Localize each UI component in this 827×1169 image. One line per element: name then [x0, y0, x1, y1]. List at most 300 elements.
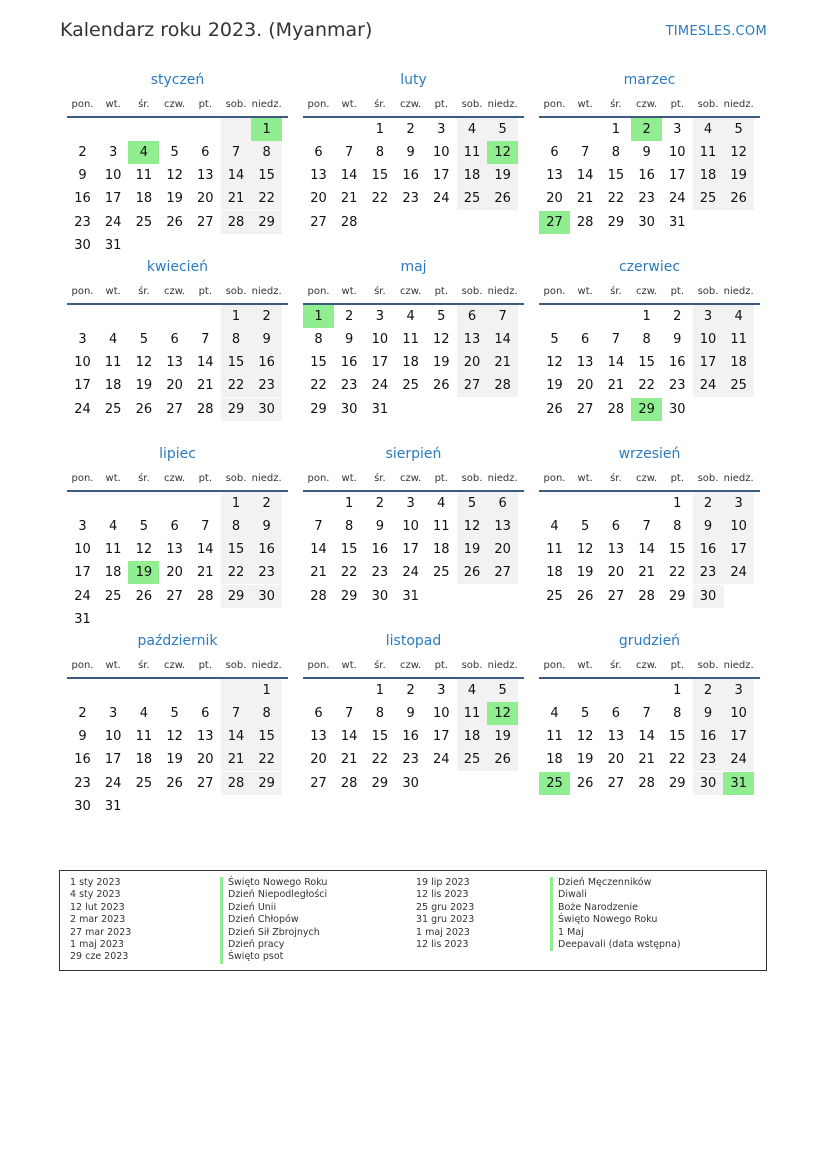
- month-name: lipiec: [159, 446, 196, 462]
- holiday-legend: [59, 870, 767, 971]
- day-cell: 17: [104, 752, 122, 768]
- day-cell: 6: [170, 518, 179, 534]
- weekday-label: pon.: [71, 660, 94, 671]
- day-cell: 11: [693, 141, 724, 164]
- weekday-label: sob.: [697, 660, 719, 671]
- holiday-date: 31 gru 2023: [416, 914, 475, 926]
- weekday-label: śr.: [374, 286, 386, 297]
- day-cell: 20: [166, 565, 183, 581]
- day-cell: 14: [607, 355, 625, 371]
- day-cell: 2: [251, 305, 282, 328]
- day-cell: 4: [693, 118, 724, 141]
- day-cell: 11: [402, 331, 419, 347]
- day-cell: 3: [673, 121, 682, 137]
- day-cell: 22: [638, 378, 655, 394]
- day-cell: 5: [487, 679, 518, 702]
- holiday-date: 29 cze 2023: [70, 951, 129, 963]
- weekday-label: pon.: [543, 99, 566, 110]
- day-cell: 26: [487, 748, 518, 771]
- day-cell: 27: [607, 775, 625, 791]
- day-cell: 23: [693, 561, 724, 584]
- day-cell: 22: [340, 565, 358, 581]
- holiday-day-cell: 4: [128, 141, 159, 164]
- day-cell: 5: [487, 118, 518, 141]
- month-8: [303, 444, 524, 634]
- day-cell: 10: [433, 144, 450, 160]
- day-cell: 24: [74, 401, 91, 417]
- day-cell: 11: [135, 729, 153, 745]
- weekday-label: czw.: [636, 286, 658, 297]
- day-cell: 30: [693, 585, 724, 608]
- day-cell: 7: [345, 705, 354, 721]
- holiday-name: Dzień Męczenników: [550, 877, 681, 889]
- day-cell: 1: [345, 495, 354, 511]
- site-link[interactable]: TIMESLES.COM: [665, 24, 767, 39]
- day-cell: 21: [197, 565, 214, 581]
- day-cell: 8: [642, 331, 651, 347]
- day-cell: 13: [310, 168, 327, 184]
- day-cell: 18: [693, 164, 724, 187]
- month-name: czerwiec: [618, 259, 681, 275]
- weekday-label: śr.: [138, 660, 150, 671]
- day-cell: 6: [550, 144, 559, 160]
- weekday-label: wt.: [341, 473, 357, 484]
- day-cell: 5: [170, 144, 179, 160]
- holiday-day-cell: 19: [128, 561, 159, 584]
- day-cell: 10: [371, 331, 389, 347]
- day-cell: 30: [251, 585, 282, 608]
- weekday-label: pt.: [670, 99, 685, 110]
- day-cell: 22: [251, 187, 282, 210]
- day-cell: 29: [340, 588, 358, 604]
- day-cell: 16: [251, 538, 282, 561]
- day-cell: 11: [546, 729, 563, 745]
- day-cell: 6: [457, 305, 488, 328]
- day-cell: 24: [669, 191, 686, 207]
- day-cell: 21: [340, 752, 358, 768]
- day-cell: 16: [251, 351, 282, 374]
- day-cell: 13: [546, 168, 563, 184]
- day-cell: 14: [576, 168, 594, 184]
- day-cell: 8: [611, 144, 621, 160]
- day-cell: 17: [723, 725, 754, 748]
- weekday-label: czw.: [400, 99, 422, 110]
- day-cell: 25: [402, 378, 419, 394]
- holiday-date: 25 gru 2023: [416, 901, 475, 913]
- day-cell: 9: [693, 702, 724, 725]
- month-5: [303, 257, 524, 447]
- day-cell: 17: [723, 538, 754, 561]
- weekday-label: niedz.: [251, 660, 282, 671]
- weekend-blank-cell: [221, 679, 252, 702]
- day-cell: 23: [402, 191, 419, 207]
- day-cell: 30: [340, 401, 358, 417]
- day-cell: 9: [406, 705, 415, 721]
- holiday-name: Dzień Chłopów: [220, 914, 327, 926]
- day-cell: 27: [310, 775, 327, 791]
- weekday-label: niedz.: [251, 286, 282, 297]
- day-cell: 14: [221, 725, 252, 748]
- day-cell: 19: [576, 565, 594, 581]
- holiday-name: Dzień Niepodległości: [220, 889, 327, 901]
- day-cell: 30: [371, 588, 389, 604]
- day-cell: 1: [375, 682, 385, 698]
- day-cell: 7: [201, 331, 210, 347]
- weekday-label: pt.: [670, 286, 685, 297]
- weekday-label: niedz.: [487, 660, 518, 671]
- day-cell: 10: [104, 168, 122, 184]
- weekday-label: śr.: [138, 99, 150, 110]
- day-cell: 1: [251, 679, 282, 702]
- day-cell: 8: [251, 702, 282, 725]
- day-cell: 6: [611, 705, 621, 721]
- weekday-label: sob.: [461, 286, 483, 297]
- day-cell: 4: [457, 679, 488, 702]
- day-cell: 9: [406, 144, 415, 160]
- day-cell: 13: [166, 542, 183, 558]
- day-cell: 4: [109, 331, 118, 347]
- weekday-label: śr.: [374, 473, 386, 484]
- month-3: [539, 70, 760, 260]
- holiday-day-cell: 1: [303, 305, 334, 328]
- day-cell: 18: [135, 191, 153, 207]
- day-cell: 26: [433, 378, 450, 394]
- day-cell: 21: [487, 351, 518, 374]
- day-cell: 5: [457, 492, 488, 515]
- day-cell: 20: [197, 752, 214, 768]
- holiday-name: Święto Nowego Roku: [220, 877, 327, 889]
- day-cell: 21: [310, 565, 327, 581]
- weekday-label: pon.: [307, 99, 330, 110]
- day-cell: 29: [221, 585, 252, 608]
- weekday-label: wt.: [105, 660, 121, 671]
- day-cell: 4: [723, 305, 754, 328]
- day-cell: 12: [576, 729, 594, 745]
- weekday-label: śr.: [610, 99, 622, 110]
- day-cell: 10: [74, 355, 91, 371]
- weekday-label: śr.: [610, 286, 622, 297]
- day-cell: 18: [457, 164, 488, 187]
- day-cell: 19: [546, 378, 563, 394]
- day-cell: 29: [607, 214, 625, 230]
- day-cell: 3: [78, 518, 87, 534]
- day-cell: 25: [457, 187, 488, 210]
- day-cell: 6: [201, 144, 210, 160]
- holiday-day-cell: 27: [539, 211, 570, 234]
- day-cell: 3: [723, 492, 754, 515]
- holiday-date: 19 lip 2023: [416, 877, 470, 888]
- day-cell: 14: [487, 328, 518, 351]
- day-cell: 18: [723, 351, 754, 374]
- day-cell: 11: [546, 542, 563, 558]
- day-cell: 25: [693, 187, 724, 210]
- month-4: [67, 257, 288, 447]
- weekday-label: niedz.: [723, 660, 754, 671]
- day-cell: 13: [487, 515, 518, 538]
- month-name: marzec: [623, 72, 676, 88]
- holiday-day-cell: 25: [539, 772, 570, 795]
- day-cell: 9: [693, 515, 724, 538]
- weekday-label: czw.: [636, 473, 658, 484]
- day-cell: 5: [437, 308, 446, 324]
- day-cell: 8: [251, 141, 282, 164]
- weekday-label: pon.: [307, 286, 330, 297]
- day-cell: 24: [433, 752, 450, 768]
- weekday-label: pt.: [434, 473, 449, 484]
- day-cell: 25: [723, 374, 754, 397]
- month-11: [303, 631, 524, 821]
- weekday-label: pon.: [307, 473, 330, 484]
- weekday-label: czw.: [164, 473, 186, 484]
- day-cell: 2: [693, 679, 724, 702]
- weekday-label: pt.: [198, 99, 213, 110]
- day-cell: 23: [638, 191, 655, 207]
- weekday-label: wt.: [105, 473, 121, 484]
- day-cell: 7: [642, 518, 651, 534]
- day-cell: 6: [611, 518, 621, 534]
- day-cell: 18: [457, 725, 488, 748]
- day-cell: 2: [406, 682, 415, 698]
- day-cell: 12: [576, 542, 594, 558]
- day-cell: 22: [669, 565, 686, 581]
- weekday-label: pt.: [434, 286, 449, 297]
- weekday-label: czw.: [400, 286, 422, 297]
- weekday-label: czw.: [636, 99, 658, 110]
- day-cell: 9: [78, 168, 87, 184]
- day-cell: 11: [104, 542, 122, 558]
- day-cell: 29: [669, 588, 686, 604]
- day-cell: 31: [104, 799, 122, 814]
- day-cell: 7: [221, 141, 252, 164]
- weekday-label: śr.: [138, 286, 150, 297]
- day-cell: 30: [669, 401, 686, 417]
- day-cell: 24: [402, 565, 419, 581]
- month-10: [67, 631, 288, 821]
- day-cell: 19: [166, 191, 183, 207]
- day-cell: 24: [104, 214, 122, 230]
- day-cell: 7: [642, 705, 651, 721]
- day-cell: 30: [74, 799, 91, 814]
- weekday-label: wt.: [577, 473, 593, 484]
- day-cell: 7: [581, 144, 590, 160]
- day-cell: 17: [402, 542, 419, 558]
- day-cell: 20: [166, 378, 183, 394]
- weekday-label: śr.: [374, 99, 386, 110]
- day-cell: 15: [251, 725, 282, 748]
- day-cell: 16: [402, 168, 419, 184]
- day-cell: 25: [135, 775, 153, 791]
- weekday-label: sob.: [461, 99, 483, 110]
- day-cell: 10: [693, 328, 724, 351]
- day-cell: 5: [550, 331, 559, 347]
- legend-names-col-1: [220, 877, 327, 964]
- day-cell: 27: [310, 214, 327, 230]
- day-cell: 21: [221, 748, 252, 771]
- day-cell: 29: [221, 398, 252, 421]
- day-cell: 24: [74, 588, 91, 604]
- weekday-label: wt.: [105, 286, 121, 297]
- day-cell: 30: [74, 238, 91, 253]
- day-cell: 23: [74, 775, 91, 791]
- day-cell: 3: [375, 308, 385, 324]
- day-cell: 10: [669, 144, 686, 160]
- legend-dates-col-1: [70, 877, 131, 964]
- day-cell: 6: [201, 705, 210, 721]
- holiday-day-cell: 31: [723, 772, 754, 795]
- day-cell: 14: [221, 164, 252, 187]
- day-cell: 14: [197, 542, 214, 558]
- day-cell: 14: [197, 355, 214, 371]
- day-cell: 4: [406, 308, 415, 324]
- day-cell: 2: [345, 308, 354, 324]
- day-cell: 13: [457, 328, 488, 351]
- day-cell: 5: [139, 331, 149, 347]
- weekday-label: czw.: [400, 660, 422, 671]
- day-cell: 29: [251, 772, 282, 795]
- day-cell: 22: [669, 752, 686, 768]
- day-cell: 19: [135, 378, 153, 394]
- day-cell: 1: [642, 308, 651, 324]
- weekday-label: niedz.: [487, 473, 518, 484]
- day-cell: 15: [221, 351, 252, 374]
- weekday-label: wt.: [105, 99, 121, 110]
- day-cell: 20: [607, 565, 625, 581]
- day-cell: 4: [139, 705, 149, 721]
- day-cell: 19: [487, 725, 518, 748]
- weekday-label: pt.: [198, 473, 213, 484]
- day-cell: 19: [487, 164, 518, 187]
- weekday-label: wt.: [341, 286, 357, 297]
- day-cell: 8: [221, 515, 252, 538]
- day-cell: 27: [607, 588, 625, 604]
- day-cell: 12: [166, 729, 183, 745]
- day-cell: 7: [487, 305, 518, 328]
- day-cell: 13: [310, 729, 327, 745]
- day-cell: 11: [433, 518, 450, 534]
- holiday-date: 1 sty 2023: [70, 877, 121, 888]
- weekday-label: pt.: [198, 660, 213, 671]
- day-cell: 28: [340, 214, 358, 230]
- day-cell: 25: [433, 565, 450, 581]
- page-title: Kalendarz roku 2023. (Myanmar): [60, 19, 373, 41]
- day-cell: 13: [197, 729, 214, 745]
- day-cell: 22: [371, 752, 389, 768]
- day-cell: 8: [673, 705, 682, 721]
- day-cell: 16: [371, 542, 389, 558]
- day-cell: 17: [74, 378, 91, 394]
- day-cell: 11: [135, 168, 153, 184]
- day-cell: 27: [487, 561, 518, 584]
- month-name: kwiecień: [146, 259, 209, 275]
- day-cell: 1: [673, 682, 682, 698]
- month-name: październik: [137, 633, 218, 649]
- day-cell: 3: [693, 305, 724, 328]
- month-2: [303, 70, 524, 260]
- holiday-date: 4 sty 2023: [70, 889, 121, 901]
- weekday-label: czw.: [164, 286, 186, 297]
- day-cell: 16: [669, 355, 686, 371]
- month-name: listopad: [385, 633, 442, 649]
- day-cell: 2: [693, 492, 724, 515]
- day-cell: 22: [221, 561, 252, 584]
- day-cell: 19: [433, 355, 450, 371]
- day-cell: 28: [638, 775, 655, 791]
- day-cell: 26: [487, 187, 518, 210]
- day-cell: 24: [693, 374, 724, 397]
- day-cell: 5: [170, 705, 179, 721]
- holiday-name: Święto psot: [220, 951, 327, 963]
- day-cell: 21: [197, 378, 214, 394]
- day-cell: 17: [104, 191, 122, 207]
- weekday-label: niedz.: [251, 473, 282, 484]
- day-cell: 16: [638, 168, 655, 184]
- day-cell: 2: [251, 492, 282, 515]
- day-cell: 5: [723, 118, 754, 141]
- month-12: [539, 631, 760, 821]
- holiday-name: Dzień Sił Zbrojnych: [220, 927, 327, 939]
- day-cell: 26: [166, 775, 183, 791]
- day-cell: 20: [546, 191, 563, 207]
- day-cell: 15: [638, 355, 655, 371]
- weekday-label: pt.: [198, 286, 213, 297]
- holiday-day-cell: 12: [487, 702, 518, 725]
- day-cell: 27: [457, 374, 488, 397]
- month-1: [67, 70, 288, 260]
- day-cell: 28: [607, 401, 625, 417]
- holiday-day-cell: 1: [251, 118, 282, 141]
- weekday-label: sob.: [697, 286, 719, 297]
- day-cell: 11: [457, 141, 488, 164]
- day-cell: 19: [723, 164, 754, 187]
- day-cell: 23: [74, 214, 91, 230]
- day-cell: 4: [457, 118, 488, 141]
- holiday-date: 1 maj 2023: [70, 938, 124, 950]
- day-cell: 31: [74, 612, 91, 627]
- day-cell: 18: [135, 752, 153, 768]
- day-cell: 15: [371, 729, 389, 745]
- weekday-label: pon.: [71, 99, 94, 110]
- day-cell: 11: [104, 355, 122, 371]
- day-cell: 16: [402, 729, 419, 745]
- day-cell: 15: [371, 168, 389, 184]
- weekday-label: pon.: [543, 286, 566, 297]
- day-cell: 13: [166, 355, 183, 371]
- day-cell: 25: [104, 588, 122, 604]
- holiday-name: Dzień Unii: [220, 902, 327, 914]
- weekday-label: czw.: [636, 660, 658, 671]
- day-cell: 27: [576, 401, 594, 417]
- day-cell: 21: [221, 187, 252, 210]
- month-7: [67, 444, 288, 634]
- day-cell: 22: [607, 191, 625, 207]
- day-cell: 27: [166, 401, 183, 417]
- holiday-date: 12 lis 2023: [416, 938, 469, 950]
- day-cell: 2: [673, 308, 682, 324]
- day-cell: 1: [673, 495, 682, 511]
- day-cell: 1: [611, 121, 621, 137]
- weekday-label: sob.: [697, 99, 719, 110]
- day-cell: 12: [135, 355, 153, 371]
- day-cell: 8: [375, 705, 385, 721]
- day-cell: 16: [693, 538, 724, 561]
- day-cell: 6: [314, 705, 323, 721]
- day-cell: 11: [723, 328, 754, 351]
- day-cell: 21: [340, 191, 358, 207]
- weekday-label: sob.: [225, 660, 247, 671]
- weekday-label: sob.: [461, 660, 483, 671]
- day-cell: 22: [310, 378, 327, 394]
- holiday-date: 1 maj 2023: [416, 926, 470, 938]
